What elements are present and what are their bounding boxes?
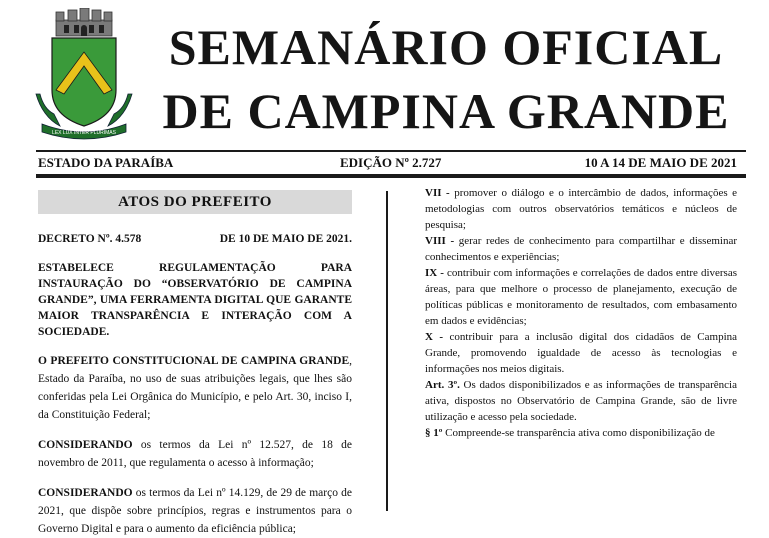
item-vii [425, 185, 737, 233]
right-column [425, 185, 737, 441]
decree-date: DE 10 DE MAIO DE 2021. [219, 233, 352, 245]
item-text: gerar redes de conhecimento para compartilhar e disseminar conhecimentos e experiências; [425, 235, 738, 263]
decree-number: DECRETO Nº. 4.578 [38, 233, 142, 245]
city-coat-of-arms-icon [34, 8, 134, 140]
paragraph-considerando-1 [38, 436, 352, 472]
decree-heading [38, 230, 352, 248]
article-label: Art. 3º. [425, 379, 460, 391]
crest-motto-text: LEX LUX INTER PLURIMAS [52, 130, 116, 136]
paragraph-prefeito [38, 352, 352, 424]
edition-label: EDIÇÃO Nº 2.727 [340, 155, 442, 170]
header-rule-top [36, 150, 746, 152]
paragraph-considerando-2 [38, 484, 352, 538]
state-label: ESTADO DA PARAÍBA [38, 155, 174, 170]
article-3 [425, 377, 737, 425]
decree-summary: ESTABELECE REGULAMENTAÇÃO PARA INSTAURAÇÃO DO “OBSERVATÓRIO DE CAMPINA GRANDE”, UMA FERRAMENTA DIGITAL QUE GARANTE MAIOR TRANSPARÊNCIA E INTERAÇÃO COM A SOCIEDADE. [38, 262, 352, 338]
item-label: IX - [425, 267, 444, 279]
item-viii [425, 233, 737, 265]
paragraph-1 [425, 425, 737, 441]
paragraph-bold: CONSIDERANDO [38, 439, 133, 451]
item-label: X - [425, 331, 444, 343]
paragraph-bold: O PREFEITO CONSTITUCIONAL DE CAMPINA GRANDE [38, 355, 350, 367]
header-rule-bottom [36, 174, 746, 178]
item-ix [425, 265, 737, 329]
newspaper-title-line2: DE CAMPINA GRANDE [162, 83, 730, 139]
item-label: VII - [425, 187, 450, 199]
item-text: promover o diálogo e o intercâmbio de dados, informações e metodologias com outros observatórios temáticos e núcleos de pesquisa; [425, 187, 737, 231]
left-column [38, 190, 352, 538]
item-x [425, 329, 737, 377]
column-divider [386, 191, 388, 511]
paragraph-text: os termos da Lei nº 12.527, de 18 de novembro de 2011, que regulamenta o acesso à informação; [38, 439, 352, 469]
item-text: contribuir para a inclusão digital dos cidadãos de Campina Grande, promovendo igualdade de acesso às tecnologias e informações nos meios digitais. [425, 331, 738, 375]
paragraph-text: Compreende-se transparência ativa como disponibilização de [442, 427, 715, 439]
paragraph-text: os termos da Lei nº 14.129, de 29 de março de 2021, que dispõe sobre princípios, regras e instrumentos para o Governo Digital e para o aumento da eficiência pública; [38, 487, 352, 535]
paragraph-label: § 1º [425, 427, 443, 439]
article-text: Os dados disponibilizados e as informações de transparência ativa, dispostos no Observatório de Campina Grande, são de livre utilização e acesso pela sociedade. [425, 379, 737, 423]
paragraph-bold: CONSIDERANDO [38, 487, 133, 499]
item-label: VIII - [425, 235, 455, 247]
section-title: ATOS DO PREFEITO [38, 190, 352, 214]
item-text: contribuir com informações e correlações de dados entre diversas áreas, para que melhore o processo de planejamento, execução de políticas públicas e monitoramento de resultados, com embasamento em dados e evidências; [425, 267, 738, 327]
newspaper-title-line1: SEMANÁRIO OFICIAL [168, 19, 724, 75]
paragraph-text: , Estado da Paraíba, no uso de suas atribuições legais, que lhes são conferidas pela Lei Orgânica do Município, e pelo Art. 30, inciso I, da Constituição Federal; [38, 355, 352, 421]
date-range-label: 10 A 14 DE MAIO DE 2021 [584, 155, 737, 170]
